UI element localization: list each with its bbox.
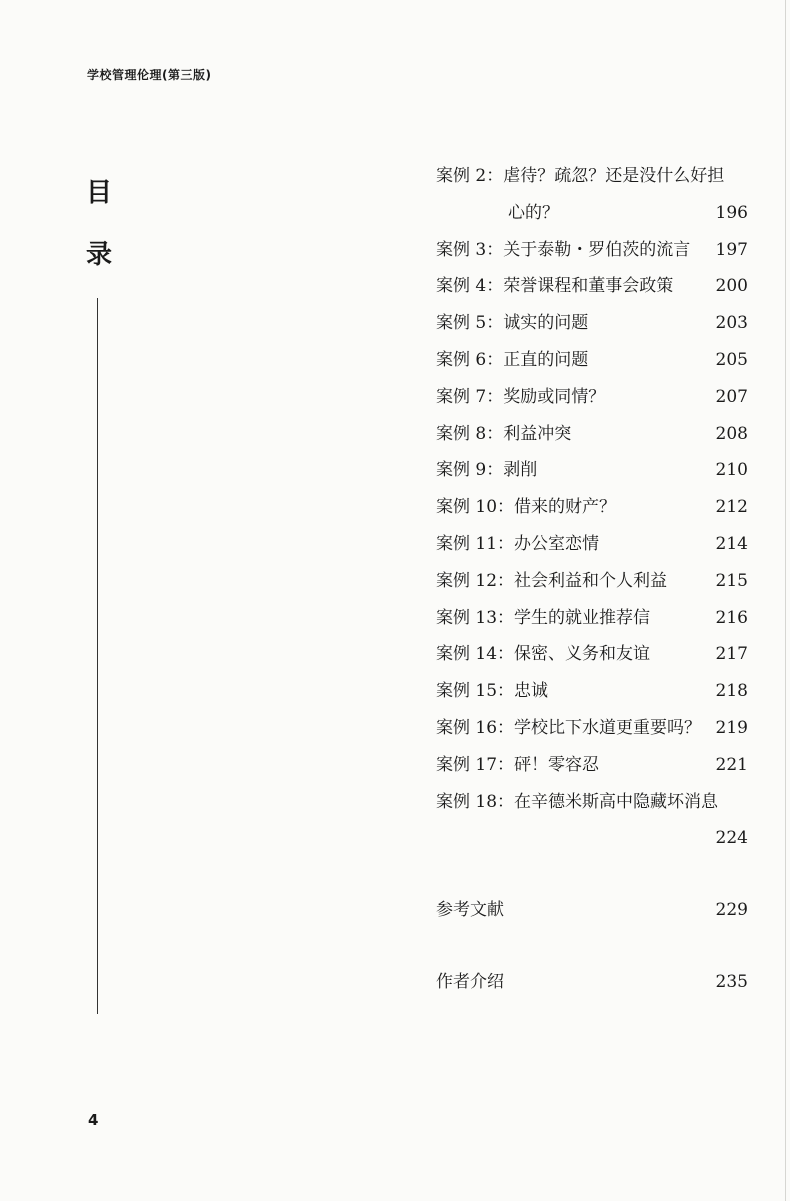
toc-entry[interactable]: [436, 784, 748, 858]
toc-entry-page: 207: [715, 386, 748, 407]
toc-backmatter-entry[interactable]: [436, 970, 748, 994]
toc-entry-label: 案例 8：利益冲突: [436, 423, 572, 444]
toc-entry[interactable]: [436, 673, 748, 710]
toc-entry-label: 案例 7：奖励或同情？: [436, 386, 606, 407]
toc-entry-label: 案例 12：社会利益和个人利益: [436, 570, 668, 591]
toc-entry-label: 案例 3：关于泰勒・罗伯茨的流言: [436, 239, 691, 260]
toc-entry-label: 作者介绍: [436, 972, 504, 992]
toc-entry[interactable]: [436, 710, 748, 747]
toc-entry-page: 205: [715, 349, 748, 370]
toc-entry[interactable]: [436, 268, 748, 305]
toc-entry-label: 案例 9：剥削: [436, 460, 538, 481]
toc-entry-label: 案例 5：诚实的问题: [436, 313, 589, 334]
toc-entry[interactable]: [436, 232, 748, 269]
toc-entry[interactable]: [436, 747, 748, 784]
toc-entry[interactable]: [436, 563, 748, 600]
toc-entry-label: 案例 10：借来的财产？: [436, 497, 617, 518]
toc-entry[interactable]: [436, 379, 748, 416]
toc-entry-label-continued: 心的？: [508, 202, 559, 223]
toc-entry-label: 案例 2：虐待？疏忽？还是没什么好担: [436, 166, 725, 186]
toc-entry-page: 200: [715, 276, 748, 297]
toc-entry[interactable]: [436, 416, 748, 453]
toc-entry-page: 212: [715, 497, 748, 518]
toc-entry[interactable]: [436, 636, 748, 673]
toc-entry[interactable]: [436, 305, 748, 342]
toc-entry-page: 224: [715, 828, 748, 849]
toc-entry[interactable]: [436, 342, 748, 379]
toc-heading-char: 录: [86, 240, 113, 270]
toc-entry-page: 208: [715, 423, 748, 444]
toc-entry[interactable]: [436, 600, 748, 637]
toc-entry-label: 案例 11：办公室恋情: [436, 533, 600, 554]
toc-entry-page: 203: [715, 313, 748, 334]
toc-entry-label: 案例 15：忠诚: [436, 681, 549, 702]
toc-entry-label: 案例 4：荣誉课程和董事会政策: [436, 276, 674, 297]
toc-entry-page: 218: [715, 681, 748, 702]
toc-entry-label: 案例 17：砰！零容忍: [436, 754, 600, 775]
toc-entry-page: 229: [715, 900, 748, 920]
toc-entry-page: 214: [715, 533, 748, 554]
toc-entry-label: 案例 18：在辛德米斯高中隐藏坏消息: [436, 791, 719, 812]
toc-entry-label: 案例 13：学生的就业推荐信: [436, 607, 651, 628]
toc-entry-page: 235: [715, 972, 748, 992]
toc-entry[interactable]: [436, 526, 748, 563]
toc-heading-char: 目: [86, 178, 113, 208]
toc-list: [436, 158, 748, 857]
toc-entry-label: 案例 14：保密、义务和友谊: [436, 644, 651, 665]
toc-entry-label: 案例 16：学校比下水道更重要吗？: [436, 717, 702, 738]
toc-heading: [86, 162, 116, 286]
toc-entry[interactable]: [436, 489, 748, 526]
vertical-rule: [97, 298, 98, 1014]
toc-entry-page: 216: [715, 607, 748, 628]
page-number: 4: [88, 1111, 99, 1129]
toc-entry-page: 215: [715, 570, 748, 591]
toc-entry-page: 221: [715, 754, 748, 775]
toc-backmatter-entry[interactable]: [436, 898, 748, 922]
toc-entry-page: 210: [715, 460, 748, 481]
toc-entry-label: 案例 6：正直的问题: [436, 349, 589, 370]
toc-entry[interactable]: [436, 158, 748, 232]
toc-entry-page: 197: [715, 239, 748, 260]
toc-entry[interactable]: [436, 452, 748, 489]
toc-entry-page: 219: [715, 717, 748, 738]
page-edge: [785, 0, 786, 1201]
running-header: 学校管理伦理(第三版): [87, 68, 212, 82]
toc-entry-label-continued: [436, 820, 748, 857]
toc-entry-label: 参考文献: [436, 900, 504, 920]
toc-entry-page: 217: [715, 644, 748, 665]
toc-entry-page: 196: [715, 202, 748, 223]
